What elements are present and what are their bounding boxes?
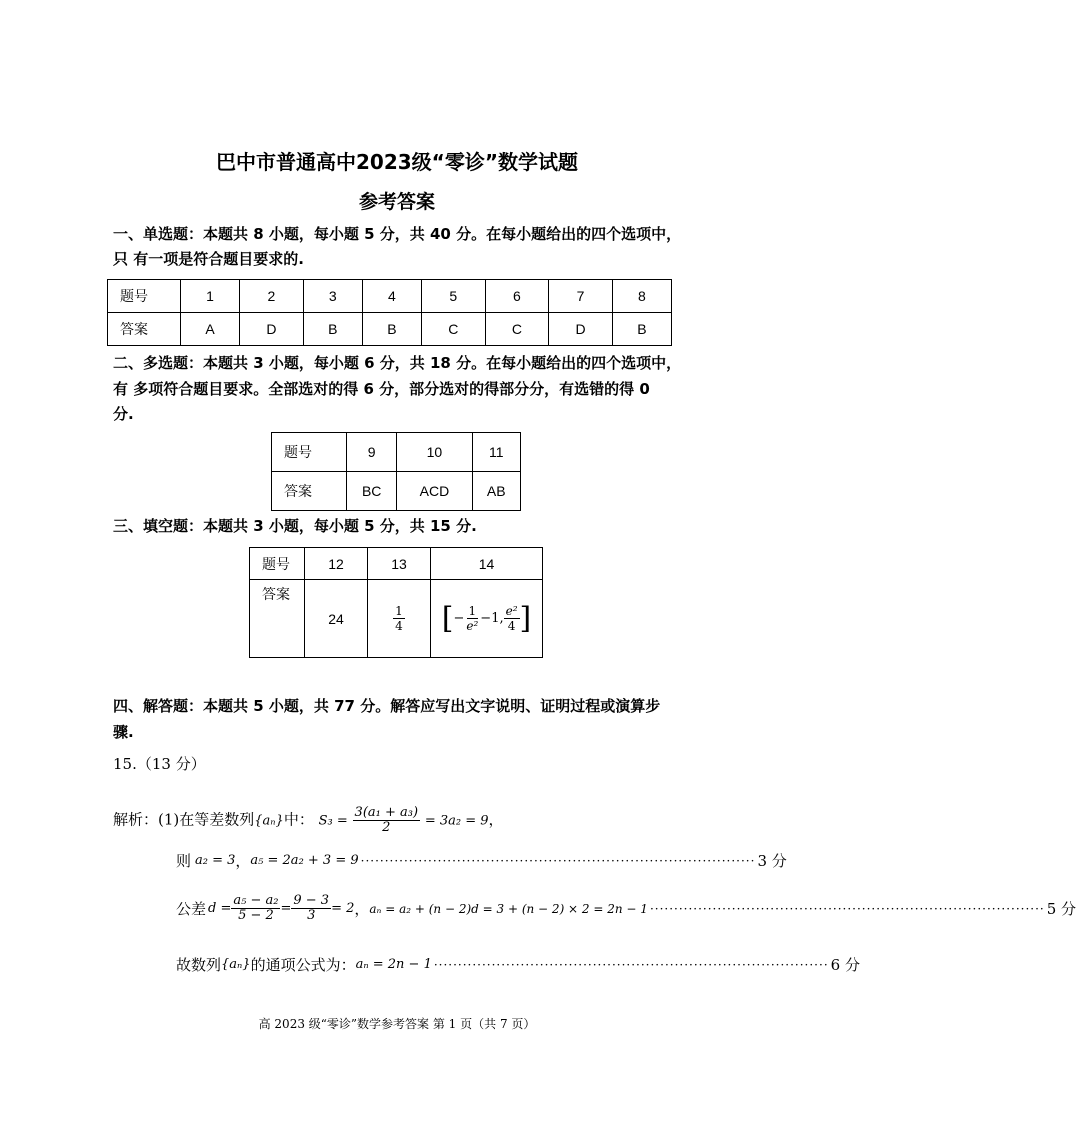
section3-heading: 三、填空题：本题共 3 小题，每小题 5 分，共 15 分. — [113, 517, 477, 535]
answer-cell: C — [422, 313, 486, 346]
table-row-label: 题号 — [108, 280, 181, 313]
q15-line-2: 则 a₂ = 3 ， a₅ = 2a₂ + 3 = 9 ·················································································· 3 分 — [176, 852, 787, 870]
question-number: 6 — [485, 280, 549, 313]
section2-heading-line3: 分. — [113, 405, 134, 423]
answer-cell: ACD — [397, 472, 472, 511]
math-expression: aₙ = 2n − 1 — [355, 957, 432, 972]
section3-answer-table — [249, 547, 543, 658]
page-subtitle: 参考答案 — [358, 191, 435, 213]
math-sequence: {aₙ} — [221, 957, 251, 972]
fraction-denominator: 4 — [395, 619, 403, 633]
answer-cell: B — [612, 313, 671, 346]
question-15-header: 15.（13 分） — [113, 755, 206, 773]
text: ， — [488, 810, 504, 829]
answer-cell: B — [303, 313, 362, 346]
question-number: 3 — [303, 280, 362, 313]
answer-cell: A — [181, 313, 240, 346]
table-row-label: 答案 — [272, 472, 347, 511]
question-number: 12 — [305, 548, 368, 580]
section1-answer-table — [107, 279, 672, 346]
section2-answer-table — [271, 432, 521, 511]
table-row-label: 答案 — [250, 580, 305, 658]
table-row-label: 题号 — [250, 548, 305, 580]
page-title: 巴中市普通高中2023级“零诊”数学试题 — [216, 150, 578, 174]
question-number: 5 — [422, 280, 486, 313]
text: 公差 — [176, 900, 207, 918]
answer-cell — [368, 580, 431, 658]
interval-middle: −1, — [480, 611, 504, 626]
math-expression: = — [280, 901, 292, 916]
question-number: 9 — [347, 433, 397, 472]
answer-cell: B — [362, 313, 421, 346]
answer-cell: C — [485, 313, 549, 346]
math-expression: = 2 — [331, 901, 355, 916]
math-expression: = 3a₂ = 9 — [424, 813, 489, 829]
answer-cell: 24 — [305, 580, 368, 658]
text: 的通项公式为： — [250, 956, 356, 974]
text: 中： — [283, 810, 314, 829]
math-expression: d = — [208, 901, 232, 916]
answer-cell: [− $\frac{1}{\text{e²}}$ −1, $\frac{\text{e²}}{4}$ ] — [431, 580, 543, 658]
math-expression: a₂ = 3 — [195, 853, 236, 868]
minus-sign: − — [453, 611, 465, 626]
table-row-label: 题号 — [272, 433, 347, 472]
text: 故数列 — [176, 956, 222, 974]
score-mark: 3 分 — [757, 852, 787, 870]
math-expression: a₅ = 2a₂ + 3 = 9 — [250, 853, 359, 868]
question-number: 1 — [181, 280, 240, 313]
q15-line-4: 故数列 {aₙ} 的通项公式为： aₙ = 2n − 1 ·················································································· 6 分 — [176, 956, 860, 974]
answer-cell: D — [549, 313, 613, 346]
math-expression: aₙ = a₂ + (n − 2)d = 3 + (n − 2) × 2 = 2n − 1 — [369, 901, 648, 916]
fraction-numerator: 1 — [395, 604, 403, 618]
math-sequence: {aₙ} — [254, 813, 284, 829]
question-number: 7 — [549, 280, 613, 313]
question-number: 11 — [472, 433, 520, 472]
score-mark: 5 分 — [1046, 900, 1076, 918]
question-number: 4 — [362, 280, 421, 313]
q15-line-3: 公差 d = $\frac{\text{a₅ − a₂}}{5 - 2}$ = $\frac{9 - 3}{3}$ = 2 ， aₙ = a₂ + (n − 2)d = 3 + (n − 2) × 2 = 2n − 1 ·················································································· 5 分 — [176, 893, 1076, 923]
section2-heading-line2: 有 多项符合题目要求。全部选对的得 6 分，部分选对的得部分分，有选错的得 0 — [113, 380, 650, 398]
question-number: 2 — [240, 280, 304, 313]
fraction-denominator: 3 — [307, 908, 316, 923]
text: 解析：(1)在等差数列 — [113, 810, 255, 829]
fraction-numerator: 1 — [468, 604, 477, 618]
section4-heading-line1: 四、解答题：本题共 5 小题，共 77 分。解答应写出文字说明、证明过程或演算步 — [113, 697, 661, 715]
fraction-numerator: 9 − 3 — [293, 893, 330, 908]
page-footer: 高 2023 级“零诊”数学参考答案 第 1 页（共 7 页） — [258, 1017, 536, 1031]
fraction-numerator: 3(a₁ + a₃) — [354, 805, 419, 820]
fraction-denominator: 4 — [507, 619, 516, 633]
answer-cell: D — [240, 313, 304, 346]
q15-line-1 — [113, 806, 504, 835]
fraction-numerator: a₅ − a₂ — [233, 893, 279, 908]
question-number: 8 — [612, 280, 671, 313]
text: ， — [235, 852, 251, 870]
section2-heading-line1: 二、多选题：本题共 3 小题，每小题 6 分，共 18 分。在每小题给出的四个选项中， — [113, 354, 682, 372]
answer-cell: BC — [347, 472, 397, 511]
text: 则 — [176, 852, 192, 870]
answer-cell: AB — [472, 472, 520, 511]
score-mark: 6 分 — [830, 956, 860, 974]
section1-heading-line2: 只 有一项是符合题目要求的. — [113, 250, 304, 268]
fraction-denominator: 5 − 2 — [238, 908, 274, 923]
table-row-label: 答案 — [108, 313, 181, 346]
fraction-denominator: e² — [466, 619, 479, 633]
fraction-numerator: e² — [505, 604, 518, 618]
math-expression: S₃ = — [318, 813, 348, 829]
section4-heading-line2: 骤. — [113, 723, 134, 741]
question-number: 13 — [368, 548, 431, 580]
section1-heading-line1: 一、单选题：本题共 8 小题，每小题 5 分，共 40 分。在每小题给出的四个选项中， — [113, 225, 682, 243]
question-number: 10 — [397, 433, 472, 472]
text: ， — [354, 900, 370, 918]
question-number: 14 — [431, 548, 543, 580]
fraction-denominator: 2 — [382, 820, 391, 835]
